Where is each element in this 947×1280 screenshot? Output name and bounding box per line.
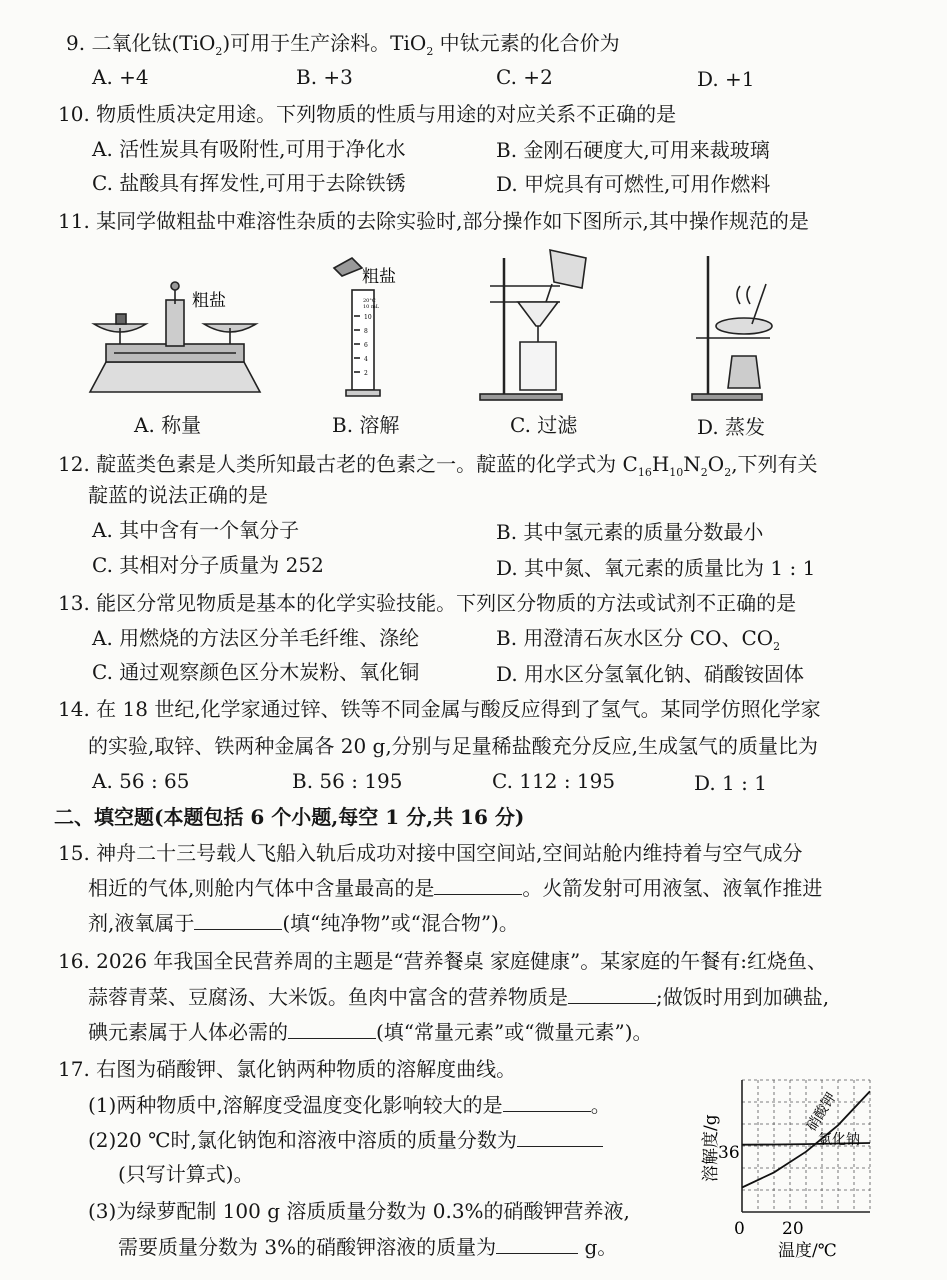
- series-label-nacl: 氯化钠: [818, 1132, 860, 1148]
- q9-option-b: B. +3: [296, 65, 353, 89]
- q16-line3: 碘元素属于人体必需的 (填“常量元素”或“微量元素”)。: [88, 1020, 653, 1044]
- cyl-tick-8: 8: [364, 328, 368, 335]
- q16-line1: 16. 2026 年我国全民营养周的主题是“营养餐桌 家庭健康”。某家庭的午餐有:红烧鱼、: [58, 949, 827, 973]
- q16-line2: 蒜蓉青菜、豆腐汤、大米饭。鱼肉中富含的营养物质是 ;做饭时用到加碘盐,: [88, 985, 830, 1009]
- q12-stem: 12. 靛蓝类色素是人类所知最古老的色素之一。靛蓝的化学式为 $C_{16}H_{10}N_2O_2$,下列有关: [58, 452, 818, 479]
- q13-option-d: D. 用水区分氢氧化钠、硝酸铵固体: [496, 662, 805, 686]
- chart-xlabel: 温度/℃: [778, 1241, 837, 1261]
- q15-blank-1[interactable]: [434, 876, 522, 895]
- q17-blank-2[interactable]: [517, 1128, 603, 1147]
- q11-caption-d: D. 蒸发: [697, 415, 766, 439]
- evaporation-illustration: [692, 256, 772, 400]
- q10-option-b: B. 金刚石硬度大,可用来裁玻璃: [496, 138, 770, 162]
- q9-option-c: C. +2: [496, 65, 553, 89]
- q17-blank-3[interactable]: [496, 1235, 578, 1254]
- q11-label-salt-a: 粗盐: [192, 291, 226, 311]
- q17-part3-line1: (3)为绿萝配制 100 g 溶质质量分数为 0.3%的硝酸钾营养液,: [88, 1199, 630, 1223]
- q13-option-a: A. 用燃烧的方法区分羊毛纤维、涤纶: [92, 626, 420, 650]
- q16-blank-2[interactable]: [288, 1020, 376, 1039]
- q14-option-a: A. 56 : 65: [92, 769, 190, 793]
- q14-option-b: B. 56 : 195: [292, 769, 403, 793]
- q15-line1: 15. 神舟二十三号载人飞船入轨后成功对接中国空间站,空间站舱内维持着与空气成分: [58, 841, 803, 865]
- q15-line2: 相近的气体,则舱内气体中含量最高的是 。火箭发射可用液氢、液氧作推进: [88, 876, 823, 900]
- q9-option-a: A. +4: [92, 65, 149, 89]
- q14-option-c: C. 112 : 195: [492, 769, 616, 793]
- solubility-curve-chart: [690, 1072, 880, 1264]
- chart-ylabel: 溶解度/g: [701, 1114, 721, 1182]
- q13-stem: 13. 能区分常见物质是基本的化学实验技能。下列区分物质的方法或试剂不正确的是: [58, 591, 797, 615]
- q17-blank-1[interactable]: [503, 1093, 591, 1112]
- cyl-label-volume: 10 mL: [363, 304, 380, 310]
- cyl-tick-10: 10: [364, 314, 372, 321]
- q11-apparatus-illustration: [80, 244, 800, 404]
- q11-caption-c: C. 过滤: [510, 413, 578, 437]
- series-label-kno3: 硝酸钾: [803, 1090, 840, 1135]
- q13-option-b: B. 用澄清石灰水区分 CO、$CO_2$: [496, 626, 781, 653]
- q14-stem-line1: 14. 在 18 世纪,化学家通过锌、铁等不同金属与酸反应得到了氢气。某同学仿照化学家: [58, 697, 821, 721]
- q17-part3-line2: 需要质量分数为 3%的硝酸钾溶液的质量为 g。: [118, 1235, 618, 1259]
- cyl-tick-2: 2: [364, 370, 368, 377]
- q11-stem: 11. 某同学做粗盐中难溶性杂质的去除实验时,部分操作如下图所示,其中操作规范的是: [58, 209, 809, 233]
- x-tick-label-0: 0: [734, 1219, 745, 1239]
- q11-caption-a: A. 称量: [134, 413, 202, 437]
- q11-label-salt-b: 粗盐: [362, 267, 396, 287]
- q9-option-d: D. +1: [697, 67, 755, 91]
- q17-part1: (1)两种物质中,溶解度受温度变化影响较大的是 。: [88, 1093, 611, 1117]
- cyl-label-temp: 20°C: [363, 298, 376, 304]
- q12-option-b: B. 其中氢元素的质量分数最小: [496, 520, 764, 544]
- q14-option-d: D. 1 : 1: [694, 771, 767, 795]
- q12-option-d: D. 其中氮、氧元素的质量比为 1 : 1: [496, 556, 816, 580]
- q10-stem: 10. 物质性质决定用途。下列物质的性质与用途的对应关系不正确的是: [58, 102, 677, 126]
- q17-part2-cont: (只写计算式)。: [118, 1162, 254, 1186]
- q10-option-a: A. 活性炭具有吸附性,可用于净化水: [92, 137, 406, 161]
- filtration-illustration: [480, 250, 586, 400]
- q12-option-a: A. 其中含有一个氧分子: [92, 518, 300, 542]
- q12-option-c: C. 其相对分子质量为 252: [92, 553, 324, 577]
- q17-stem: 17. 右图为硝酸钾、氯化钠两种物质的溶解度曲线。: [58, 1057, 517, 1081]
- y-tick-label-36: 36: [718, 1143, 740, 1163]
- q10-option-d: D. 甲烷具有可燃性,可用作燃料: [496, 172, 771, 196]
- cyl-tick-4: 4: [364, 356, 368, 363]
- cyl-tick-6: 6: [364, 342, 368, 349]
- q17-part2: (2)20 ℃时,氯化钠饱和溶液中溶质的质量分数为: [88, 1127, 603, 1153]
- q16-blank-1[interactable]: [568, 985, 656, 1004]
- balance-illustration: [90, 282, 260, 392]
- q11-caption-b: B. 溶解: [332, 413, 400, 437]
- q15-blank-2[interactable]: [194, 911, 282, 930]
- q9-stem: 9. 二氧化钛(TiO$_2$)可用于生产涂料。TiO$_2$ 中钛元素的化合价为: [66, 31, 620, 58]
- x-tick-label-20: 20: [782, 1219, 804, 1239]
- q13-option-c: C. 通过观察颜色区分木炭粉、氧化铜: [92, 660, 420, 684]
- q10-option-c: C. 盐酸具有挥发性,可用于去除铁锈: [92, 171, 406, 195]
- q15-line3: 剂,液氧属于 (填“纯净物”或“混合物”)。: [88, 911, 519, 935]
- section-heading-fill-blank: 二、填空题(本题包括 6 个小题,每空 1 分,共 16 分): [54, 805, 525, 829]
- q14-stem-line2: 的实验,取锌、铁两种金属各 20 g,分别与足量稀盐酸充分反应,生成氢气的质量比为: [88, 734, 819, 758]
- q12-stem-line2: 靛蓝的说法正确的是: [88, 483, 268, 507]
